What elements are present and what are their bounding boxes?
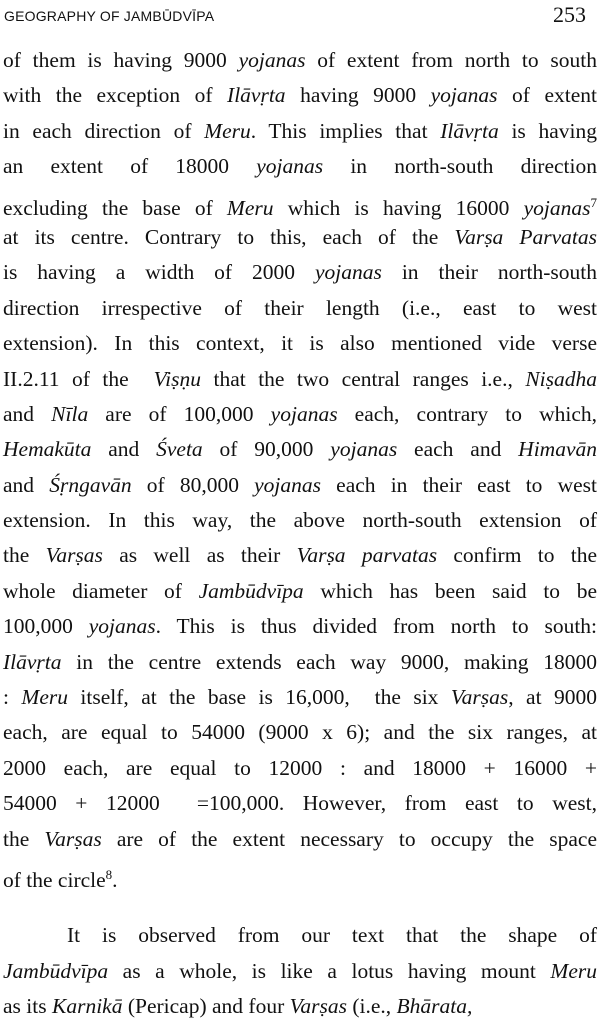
italic-term: Karnikā (51, 994, 123, 1019)
text-line (3, 362, 597, 397)
italic-term: yojanas (88, 614, 156, 639)
text-segment: whole diameter of (3, 578, 199, 603)
italic-term: yojanas (430, 83, 498, 108)
text-line (3, 503, 597, 538)
text-line (3, 786, 597, 821)
italic-term: yojanas (330, 437, 398, 462)
text-segment: is having (498, 118, 597, 143)
text-segment: of extent (497, 83, 597, 108)
text-line (3, 185, 597, 220)
paragraph-gap (3, 892, 597, 918)
italic-term: Śṛngavān (49, 472, 132, 497)
text-segment: the (3, 543, 46, 568)
text-line (3, 680, 597, 715)
text-segment: in each direction of (3, 118, 205, 143)
italic-term: yojanas (238, 48, 306, 72)
italic-term: yojanas (256, 154, 324, 179)
body-text (3, 43, 597, 1025)
running-head: GEOGRAPHY OF JAMBŪDVĪPA (4, 8, 215, 24)
text-segment: each and (397, 437, 519, 462)
text-line (3, 114, 597, 149)
text-line (3, 78, 597, 113)
page-header (0, 0, 600, 40)
italic-term: Ilāvṛta (440, 118, 499, 143)
page-number: 253 (553, 2, 586, 27)
text-segment: as its (3, 994, 52, 1019)
italic-term: Meru (21, 685, 68, 710)
text-line (3, 989, 597, 1024)
italic-term: Himavān (518, 437, 597, 462)
text-segment: an extent of 18000 (3, 154, 257, 179)
text-segment: which is having 16000 (273, 195, 524, 220)
text-segment: and (91, 437, 157, 462)
italic-term: Varṣas (450, 685, 509, 710)
text-line (3, 468, 597, 503)
text-segment: that the two central ranges i.e., (201, 366, 526, 391)
text-segment: at its centre. Contrary to this, each of the (3, 224, 455, 249)
text-segment: as well as their (102, 543, 297, 568)
italic-term: yojanas (254, 472, 322, 497)
text-segment: excluding the base of (3, 195, 227, 220)
italic-term: Varṣas (44, 826, 102, 851)
text-segment: confirm to the (437, 543, 597, 568)
text-segment: of them is having 9000 (3, 48, 239, 72)
italic-term: Śveta (156, 437, 203, 462)
text-segment: of the circle (3, 867, 106, 892)
italic-term: Meru (550, 958, 597, 983)
text-line (3, 857, 597, 892)
text-segment: extension. In this way, the above north-south extension of (3, 508, 597, 533)
text-line (3, 291, 597, 326)
text-segment: . This implies that (250, 118, 441, 143)
italic-term: Meru (204, 118, 251, 143)
text-segment: the (3, 826, 45, 851)
text-line (3, 326, 597, 361)
text-segment: as a whole, is like a lotus having mount (108, 958, 551, 983)
text-segment: each in their east to west (321, 472, 597, 497)
italic-term: yojanas (314, 260, 382, 285)
italic-term: Ilāvṛta (3, 649, 62, 674)
text-segment: . (112, 867, 118, 892)
text-segment: II.2.11 of the (3, 366, 154, 391)
italic-term: Bhārata, (396, 994, 473, 1019)
footnote-marker: 7 (590, 194, 597, 210)
text-line (3, 149, 597, 184)
italic-term: Jambūdvīpa (3, 958, 109, 983)
text-segment: . This is thus divided from north to south: (155, 614, 598, 639)
text-line (3, 432, 597, 467)
text-segment: and (3, 401, 52, 426)
text-segment: 54000 + 12000 =100,000. However, from east to west, (3, 791, 597, 816)
italic-term: Jambūdvīpa (198, 578, 304, 603)
italic-term: yojanas (270, 401, 338, 426)
text-line (3, 220, 597, 255)
text-line (3, 751, 597, 786)
text-segment: are of 100,000 (88, 401, 271, 426)
text-segment: of 80,000 (131, 472, 255, 497)
text-line (3, 538, 597, 573)
text-segment: It is observed from our text that the shape of (67, 923, 597, 948)
paragraph (3, 918, 597, 1024)
italic-term: yojanas (523, 195, 591, 220)
text-line (3, 574, 597, 609)
text-line (3, 645, 597, 680)
text-segment: itself, at the base is 16,000, the six (67, 685, 451, 710)
text-line (3, 397, 597, 432)
text-segment: each, contrary to which, (337, 401, 598, 426)
text-segment: 2000 each, are equal to 12000 : and 18000 + 16000 + (3, 755, 597, 780)
footnote-marker: 8 (105, 866, 113, 882)
italic-term: Varṣas (289, 994, 347, 1019)
italic-term: Meru (226, 195, 274, 220)
paragraph (3, 43, 597, 892)
italic-term: Varṣa Parvatas (454, 224, 597, 249)
text-segment: (Pericap) and four (122, 994, 290, 1019)
text-segment: extension). In this context, it is also mentioned vide verse (3, 331, 597, 356)
italic-term: Nīla (51, 401, 89, 426)
italic-term: Viṣṇu (153, 366, 201, 391)
text-segment: in north-south direction (323, 154, 597, 179)
text-segment: 100,000 (3, 614, 89, 639)
text-line (3, 822, 597, 857)
text-line (3, 954, 597, 989)
text-segment: is having a width of 2000 (3, 260, 315, 285)
text-line (3, 43, 597, 78)
italic-term: Varṣa parvatas (296, 543, 438, 568)
text-segment: direction irrespective of their length (i.e., east to west (3, 295, 597, 320)
text-segment: which has been said to be (303, 578, 597, 603)
text-segment: in their north-south (381, 260, 597, 285)
text-segment: of extent from north to south (305, 48, 597, 72)
text-segment: of 90,000 (202, 437, 331, 462)
italic-term: Ilāvṛta (227, 83, 286, 108)
text-segment: in the centre extends each way 9000, making 18000 (61, 649, 597, 674)
text-line (3, 918, 597, 953)
text-segment: and (3, 472, 50, 497)
text-segment: (i.e., (346, 994, 397, 1019)
italic-term: Niṣadha (525, 366, 598, 391)
italic-term: Varṣas (45, 543, 103, 568)
text-line (3, 715, 597, 750)
italic-term: Hemakūta (3, 437, 92, 462)
text-line (3, 255, 597, 290)
text-segment: are of the extent necessary to occupy the space (101, 826, 597, 851)
text-segment: each, are equal to 54000 (9000 x 6); and the six ranges, at (3, 720, 597, 745)
text-segment: having 9000 (285, 83, 431, 108)
text-segment: with the exception of (3, 83, 228, 108)
text-segment: : (3, 685, 22, 710)
text-segment: , at 9000 (508, 685, 597, 710)
text-line (3, 609, 597, 644)
